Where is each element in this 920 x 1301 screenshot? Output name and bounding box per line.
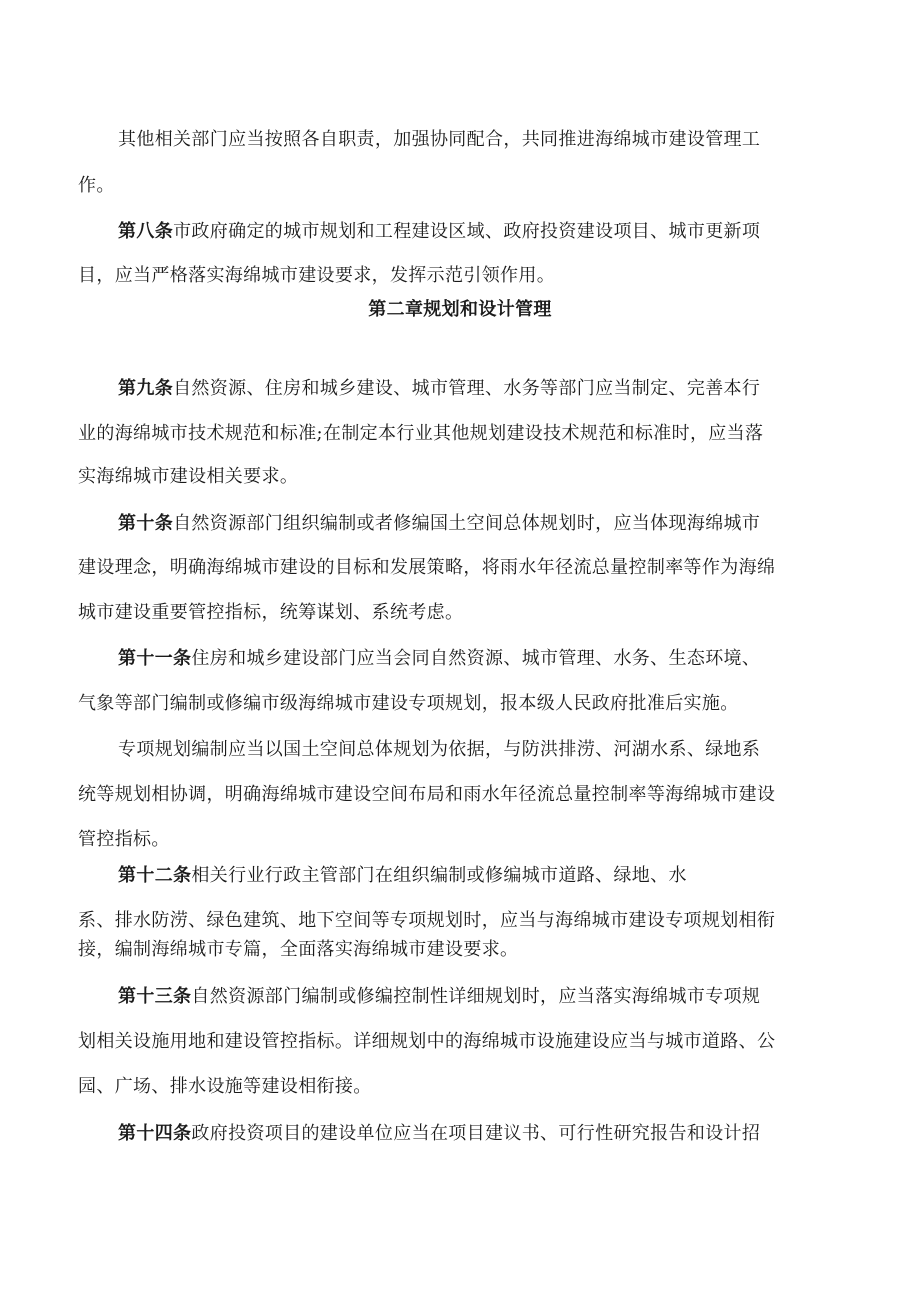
- body-text: 市政府确定的城市规划和工程建设区域、政府投资建设项目、城市更新项: [173, 221, 761, 242]
- paragraph-line: [78, 174, 115, 198]
- paragraph-line: [78, 1075, 372, 1099]
- article-label: 第十条: [118, 513, 174, 534]
- body-text: 建设理念，明确海绵城市建设的目标和发展策略，将雨水年径流总量控制率等作为海绵: [78, 557, 776, 578]
- body-text: 作。: [78, 175, 115, 196]
- body-text: 划相关设施用地和建设管控指标。详细规划中的海绵城市设施建设应当与城市道路、公: [78, 1031, 776, 1052]
- paragraph-line: [78, 1030, 775, 1054]
- body-text: 城市建设重要管控指标，统筹谋划、系统考虑。: [78, 602, 464, 623]
- paragraph-line: [78, 465, 298, 489]
- body-text: 自然资源部门组织编制或者修编国土空间总体规划时，应当体现海绵城市: [173, 513, 761, 534]
- body-text: 其他相关部门应当按照各自职责，加强协同配合，共同推进海绵城市建设管理工: [118, 129, 761, 150]
- article-label: 第十三条: [118, 986, 192, 1007]
- body-text: 管控指标。: [78, 829, 170, 850]
- body-text: 气象等部门编制或修编市级海绵城市建设专项规划，报本级人民政府批准后实施。: [78, 693, 739, 714]
- body-text: 目，应当严格落实海绵城市建设要求，发挥示范引领作用。: [78, 265, 556, 286]
- article-label: 第十一条: [118, 648, 192, 669]
- paragraph-line: [78, 783, 775, 807]
- paragraph-line: [118, 128, 760, 152]
- article-10-line: [118, 512, 760, 536]
- paragraph-line: [78, 422, 763, 446]
- article-label: 第十四条: [118, 1123, 192, 1144]
- paragraph-line: [78, 692, 739, 716]
- paragraph-line: [78, 556, 775, 580]
- body-text: 接，编制海绵城市专篇，全面落实海绵城市建设要求。: [78, 939, 519, 960]
- body-text: 住房和城乡建设部门应当会同自然资源、城市管理、水务、生态环境、: [191, 648, 761, 669]
- body-text: 专项规划编制应当以国土空间总体规划为依据，与防洪排涝、河湖水系、绿地系: [118, 739, 761, 760]
- paragraph-line: [78, 909, 775, 933]
- body-text: 政府投资项目的建设单位应当在项目建议书、可行性研究报告和设计招: [191, 1123, 761, 1144]
- article-14-line: [118, 1122, 760, 1146]
- paragraph-line: [78, 601, 463, 625]
- body-text: 自然资源、住房和城乡建设、城市管理、水务等部门应当制定、完善本行: [173, 378, 761, 399]
- paragraph-line: [78, 938, 518, 962]
- body-text: 统等规划相协调，明确海绵城市建设空间布局和雨水年径流总量控制率等海绵城市建设: [78, 784, 776, 805]
- paragraph-line: [118, 738, 760, 762]
- article-11-line: [118, 647, 760, 671]
- body-text: 自然资源部门编制或修编控制性详细规划时，应当落实海绵城市专项规: [191, 986, 761, 1007]
- body-text: 实海绵城市建设相关要求。: [78, 466, 299, 487]
- article-label: 第八条: [118, 221, 174, 242]
- chapter-title: 第二章规划和设计管理: [368, 299, 552, 320]
- article-label: 第十二条: [118, 865, 192, 886]
- body-text: 相关行业行政主管部门在组织编制或修编城市道路、绿地、水: [191, 865, 687, 886]
- article-9-line: [118, 377, 760, 401]
- article-12-line: [118, 864, 687, 888]
- body-text: 园、广场、排水设施等建设相衔接。: [78, 1076, 372, 1097]
- body-text: 业的海绵城市技术规范和标准;在制定本行业其他规划建设技术规范和标准时，应当落: [78, 423, 764, 444]
- article-13-line: [118, 985, 760, 1009]
- article-label: 第九条: [118, 378, 174, 399]
- article-8-line: [118, 220, 760, 244]
- paragraph-line: [78, 828, 170, 852]
- body-text: 系、排水防涝、绿色建筑、地下空间等专项规划时，应当与海绵城市建设专项规划相衔: [78, 910, 776, 931]
- paragraph-line: [78, 264, 555, 288]
